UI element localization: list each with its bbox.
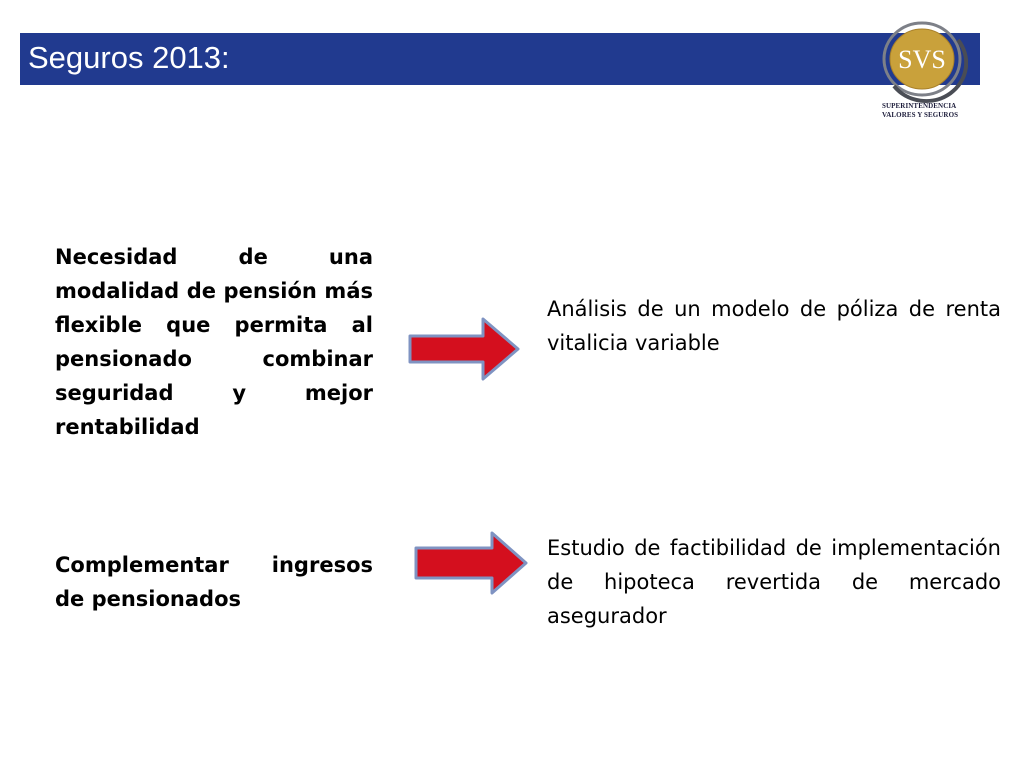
- need-text-1: Necesidad de una modalidad de pensión más flexible que permita al pensionado combinar seguridad y mejor rentabilidad: [55, 245, 373, 439]
- action-text-1: Análisis de un modelo de póliza de renta vitalicia variable: [547, 297, 1001, 355]
- arrow-right-icon: [414, 530, 529, 596]
- svs-logo-mark: [876, 16, 968, 106]
- svs-logo: [876, 16, 968, 122]
- need-text-2: Complementar ingresos de pensionados: [55, 553, 373, 611]
- logo-line-2: VALORES Y SEGUROS: [882, 111, 959, 119]
- action-text-2: Estudio de factibilidad de implementación de hipoteca revertida de mercado asegurador: [547, 536, 1001, 628]
- logo-monogram: SVS: [898, 45, 946, 74]
- arrow-right-icon: [408, 316, 523, 382]
- page-title: Seguros 2013:: [28, 40, 230, 75]
- logo-line-1: SUPERINTENDENCIA: [882, 102, 957, 110]
